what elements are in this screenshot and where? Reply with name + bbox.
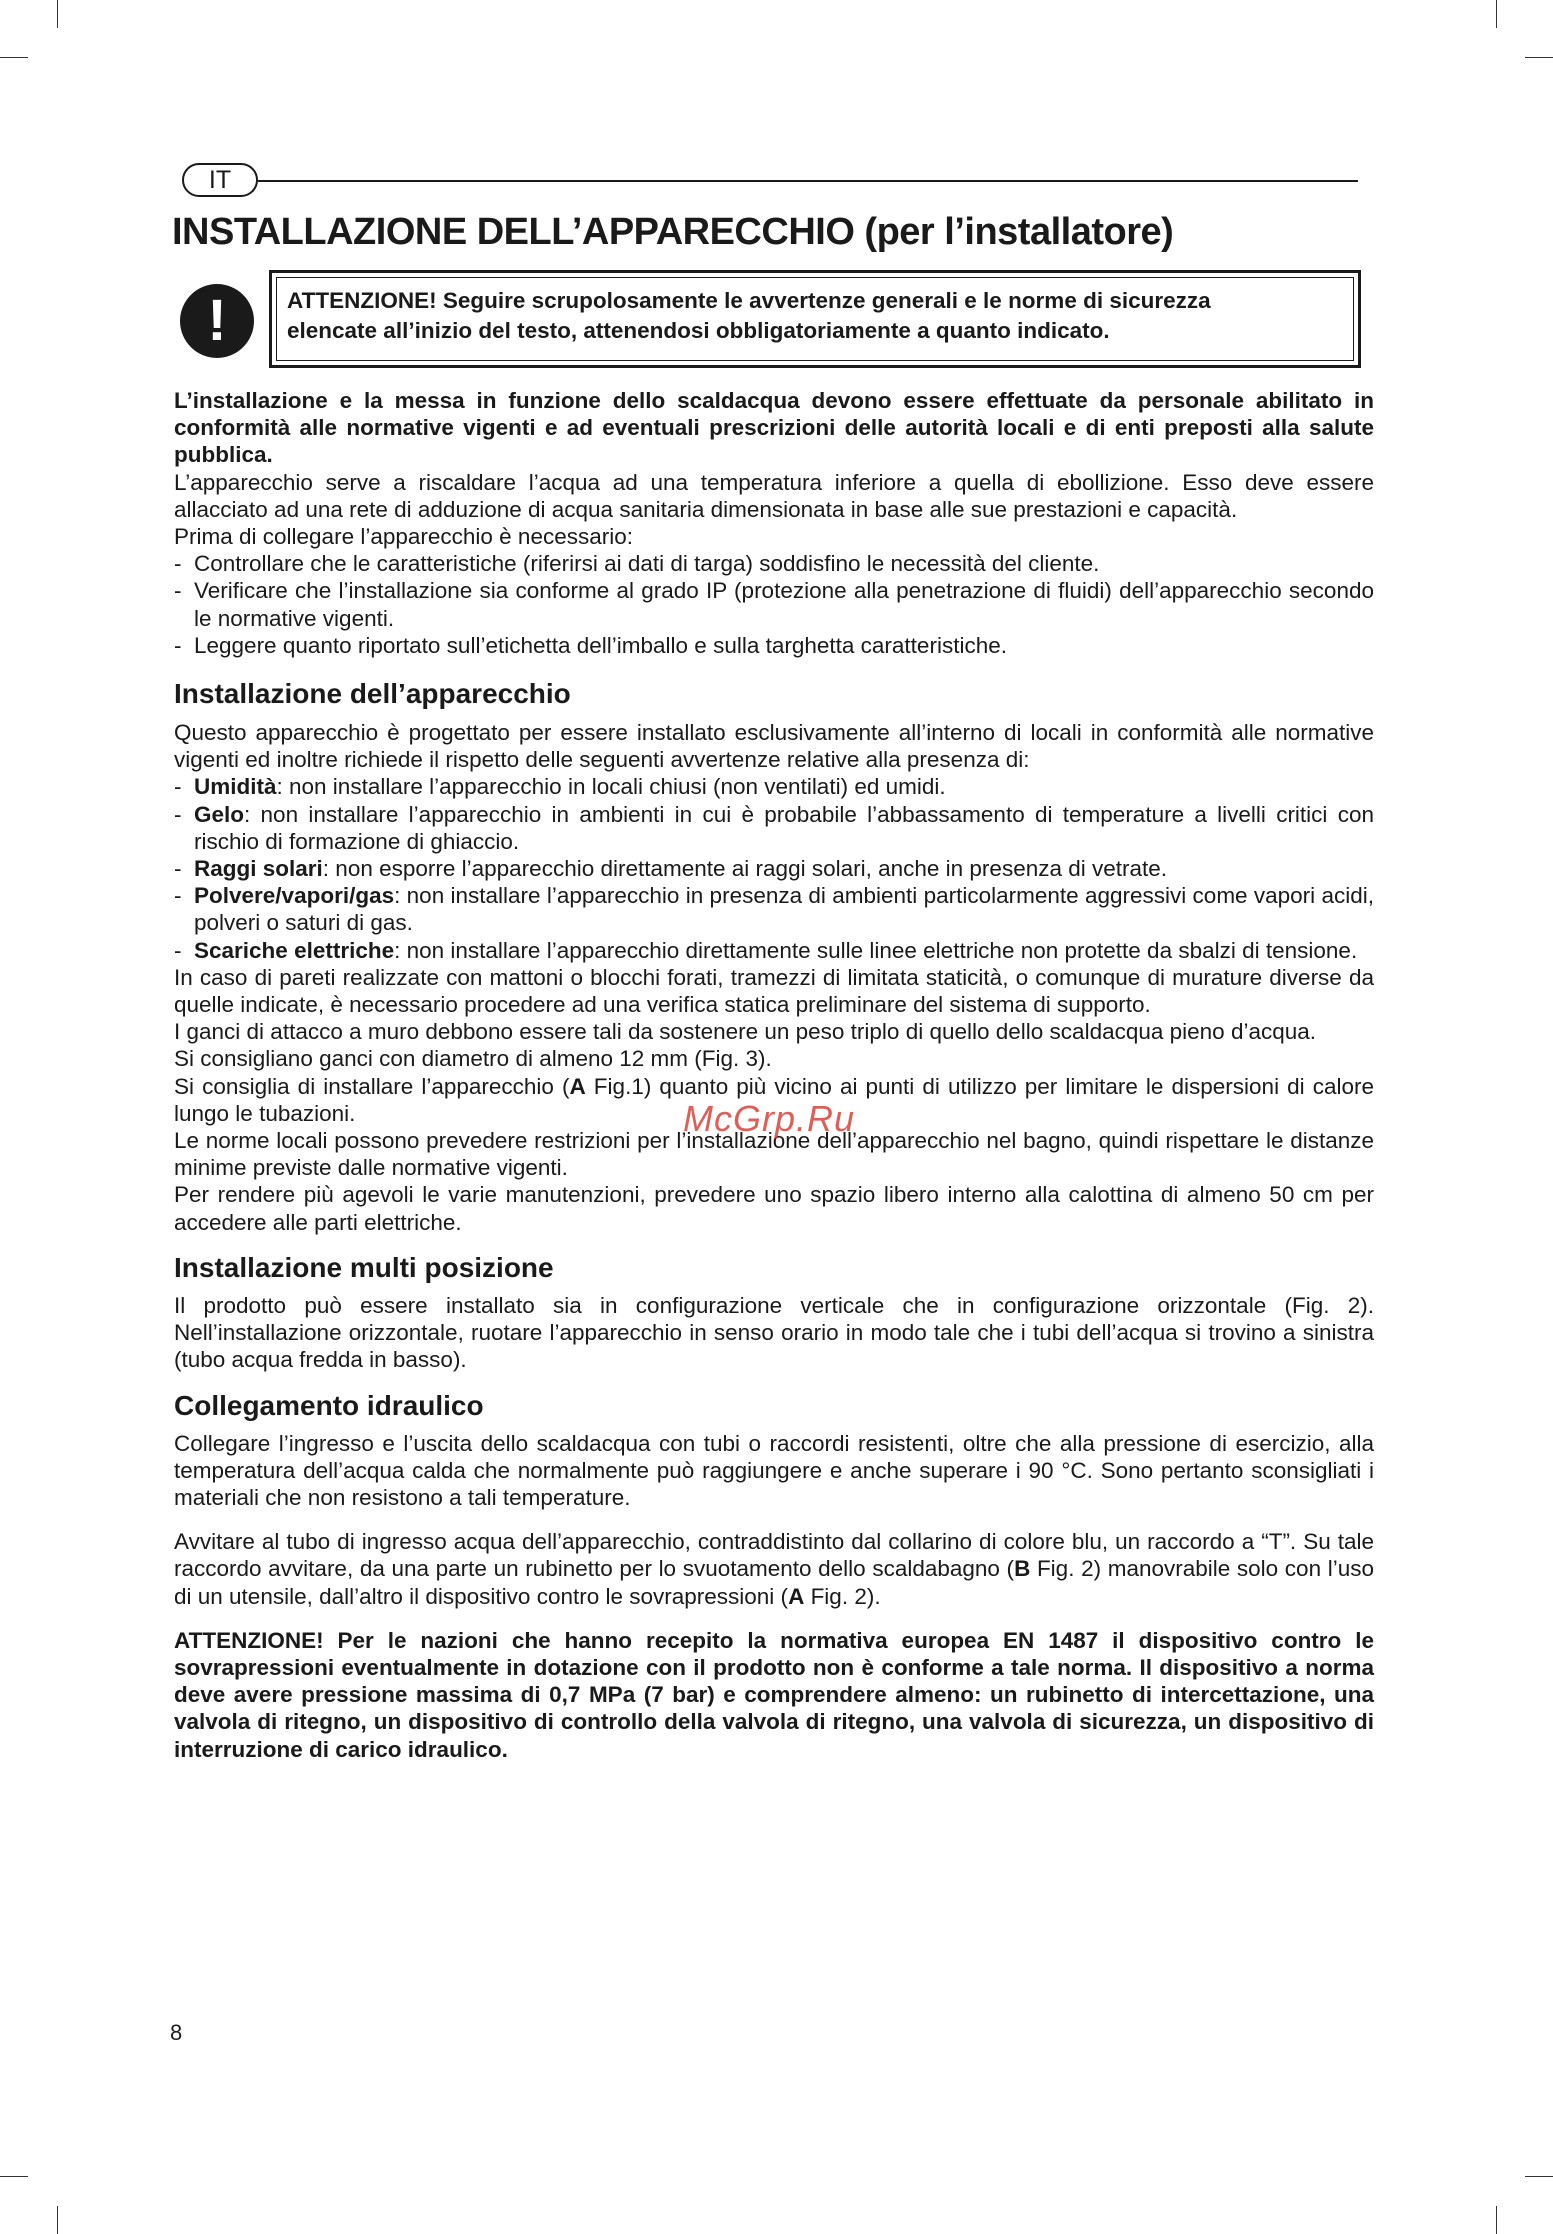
requirements-list [174,550,1374,659]
warning-line: elencate all’inizio del testo, attenendosi obbligatoriamente a quanto indicato. [287,318,1110,343]
warning-box [269,270,1361,368]
spacer [174,1610,1374,1627]
term: Gelo [194,801,245,827]
language-header [182,163,1358,199]
paragraph: Collegare l’ingresso e l’uscita dello scaldacqua con tubi o raccordi resistenti, oltre che alla pressione di esercizio, alla temperatura dell’acqua calda che normalmente può raggiungere e anche superare i 90 °C. Sono pertanto sconsigliati i materiali che non resistono a tali temperature. [174,1430,1374,1510]
paragraph [174,1528,1374,1610]
crop-mark [1525,57,1553,58]
paragraph: I ganci di attacco a muro debbono essere tali da sostenere un peso triplo di quello dello scaldacqua pieno d’acqua. [174,1019,1317,1045]
paragraph: Le norme locali possono prevedere restrizioni per l’installazione dell’apparecchio nel bagno, quindi rispettare le distanze minime previste dalle normative vigenti. [174,1128,1374,1181]
list-item [174,773,1374,800]
list-item [174,882,1374,936]
text: Fig. 2). [804,1583,881,1609]
list-item: - Controllare che le caratteristiche (riferirsi ai dati di targa) soddisfino le necessità del cliente. [174,550,1374,577]
list-item: - Verificare che l’installazione sia conforme al grado IP (protezione alla penetrazione di fluidi) dell’apparecchio secondo le normative vigenti. [174,577,1374,631]
figure-ref: A [788,1583,805,1609]
intro-lead: L’installazione e la messa in funzione dello scaldacqua devono essere effettuate da personale abilitato in conformità alle normative vigenti e ad eventuali prescrizioni delle autorità locali e di enti preposti alla salute pubblica. [174,388,1374,468]
exclamation-icon: ! [180,284,254,358]
crop-mark [1496,2206,1497,2234]
term: Polvere/vapori/gas [194,883,395,909]
crop-mark [0,57,28,58]
page-title: INSTALLAZIONE DELL’APPARECCHIO (per l’installatore) [172,211,1174,253]
section-heading: Installazione dell’apparecchio [174,678,571,710]
text: Si consiglia di installare l’apparecchio ( [174,1073,570,1099]
warning-text [276,277,1354,361]
description: : non installare l’apparecchio direttamente sulle linee elettriche non protette da sbalzi di tensione. [394,937,1358,963]
spacer [174,1511,1374,1528]
document-body [174,387,1374,1763]
crop-mark [0,2176,28,2177]
section-heading: Installazione multi posizione [174,1251,554,1283]
section-heading: Collegamento idraulico [174,1389,484,1421]
crop-mark [57,0,58,28]
figure-ref: B [1014,1556,1031,1582]
description: : non esporre l’apparecchio direttamente ai raggi solari, anche in presenza di vetrate. [322,856,1168,882]
description: : non installare l’apparecchio in locali chiusi (non ventilati) ed umidi. [276,774,946,800]
paragraph: Si consigliano ganci con diametro di almeno 12 mm (Fig. 3). [174,1046,772,1072]
list-item [174,801,1374,855]
warning-line: ATTENZIONE! Seguire scrupolosamente le avvertenze generali e le norme di sicurezza [287,288,1211,313]
description: : non installare l’apparecchio in ambienti in cui è probabile l’abbassamento di temperature a livelli critici con rischio di formazione di ghiaccio. [194,801,1374,854]
figure-ref: A [569,1073,586,1099]
intro-paragraph: L’apparecchio serve a riscaldare l’acqua ad una temperatura inferiore a quella di ebollizione. Esso deve essere allacciato ad una rete di adduzione di acqua sanitaria dimensionata in base alle sue prestazioni e capacità. [174,469,1374,522]
crop-mark [57,2206,58,2234]
list-item [174,855,1374,882]
crop-mark [1496,0,1497,28]
page-number: 8 [170,2020,183,2045]
description: : non installare l’apparecchio in presenza di ambienti particolarmente aggressivi come vapori acidi, polveri o saturi di gas. [194,883,1374,936]
conditions-list [174,773,1374,963]
text: Avvitare al tubo di ingresso acqua dell’apparecchio, contraddistinto dal collarino di colore blu, un raccordo a “T”. Su tale raccordo avvitare, da una parte un rubinetto per lo svuotamento dello scaldabagno ( [174,1529,1374,1582]
paragraph: Per rendere più agevoli le varie manutenzioni, prevedere uno spazio libero interno alla calottina di almeno 50 cm per accedere alle parti elettriche. [174,1182,1374,1235]
text: Fig.1) quanto più vicino ai punti di utilizzo per limitare le dispersioni di calore lungo le tubazioni. [174,1073,1374,1126]
header-rule [258,180,1358,182]
term: Scariche elettriche [194,937,395,963]
paragraph: Questo apparecchio è progettato per essere installato esclusivamente all’interno di locali in conformità alle normative vigenti ed inoltre richiede il rispetto delle seguenti avvertenze relative alla presenza di: [174,720,1374,773]
crop-mark [1525,2176,1553,2177]
language-badge: IT [182,163,258,197]
paragraph: In caso di pareti realizzate con mattoni o blocchi forati, tramezzi di limitata staticità, o comunque di murature diverse da quelle indicate, è necessario procedere ad una verifica statica preliminare del sistema di supporto. [174,964,1374,1018]
term: Raggi solari [194,856,323,882]
term: Umidità [194,774,277,800]
list-item: - Leggere quanto riportato sull’etichetta dell’imballo e sulla targhetta caratteristiche. [174,632,1374,659]
watermark: McGrp.Ru [683,1098,856,1139]
intro-paragraph: Prima di collegare l’apparecchio è necessario: [174,524,633,550]
text: Fig. 2) manovrabile solo con l’uso di un utensile, dall’altro il dispositivo contro le sovrapressioni ( [174,1556,1374,1609]
paragraph: Il prodotto può essere installato sia in configurazione verticale che in configurazione orizzontale (Fig. 2). Nell’installazione orizzontale, ruotare l’apparecchio in senso orario in modo tale che i tubi dell’acqua si trovino a sinistra (tubo acqua fredda in basso). [174,1292,1374,1373]
list-item [174,937,1374,964]
warning-paragraph: ATTENZIONE! Per le nazioni che hanno recepito la normativa europea EN 1487 il dispositivo contro le sovrapressioni eventualmente in dotazione con il prodotto non è conforme a tale norma. Il dispositivo a norma deve avere pressione massima di 0,7 MPa (7 bar) e comprendere almeno: un rubinetto di intercettazione, una valvola di ritegno, un dispositivo di controllo della valvola di ritegno, una valvola di sicurezza, un dispositivo di interruzione di carico idraulico. [174,1627,1374,1762]
